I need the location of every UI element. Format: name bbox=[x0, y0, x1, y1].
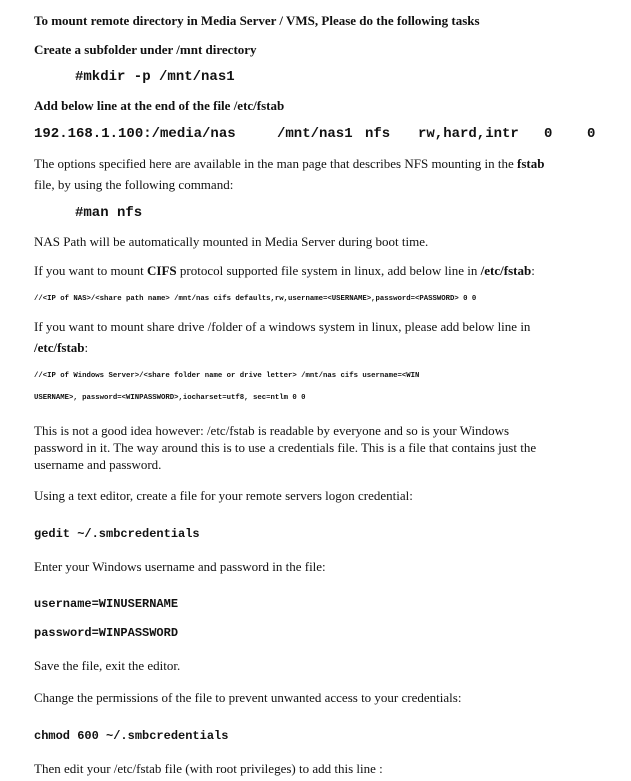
share-paragraph-line2 bbox=[34, 339, 88, 356]
cifs-paragraph bbox=[34, 262, 535, 279]
cifs-path: /etc/fstab bbox=[480, 263, 532, 278]
cifs-bold: CIFS bbox=[147, 263, 177, 278]
options-text: The options specified here are available in the man page that describes NFS mounting in the bbox=[34, 156, 518, 171]
save-text: Save the file, exit the editor. bbox=[34, 658, 181, 673]
windows-fstab-line1: //<IP of Windows Server>/<share folder name or drive letter> /mnt/nas cifs username=<WIN bbox=[34, 372, 420, 380]
heading: To mount remote directory in Media Server / VMS, Please do the following tasks bbox=[34, 13, 480, 28]
subfolder-title: Create a subfolder under /mnt directory bbox=[34, 42, 257, 57]
cifs-text-3: : bbox=[531, 263, 535, 278]
password-line: password=WINPASSWORD bbox=[34, 626, 179, 640]
not-good-line1: This is not a good idea however: /etc/fstab is readable by everyone and so is your Windows bbox=[34, 423, 510, 438]
chmod-command: chmod 600 ~/.smbcredentials bbox=[34, 729, 229, 743]
enter-credentials-text: Enter your Windows username and password in the file: bbox=[34, 559, 326, 574]
not-good-line2: password in it. The way around this is to use a credentials file. This is a file that contains just the bbox=[34, 440, 537, 455]
then-edit-text: Then edit your /etc/fstab file (with root privileges) to add this line : bbox=[34, 761, 383, 776]
permissions-text: Change the permissions of the file to prevent unwanted access to your credentials: bbox=[34, 690, 462, 705]
gedit-command: gedit ~/.smbcredentials bbox=[34, 527, 200, 541]
share-text-2: : bbox=[84, 340, 89, 355]
fstab-pass: 0 bbox=[587, 126, 596, 142]
share-paragraph-line1: If you want to mount share drive /folder of a windows system in linux, please add below line in bbox=[34, 319, 531, 334]
fstab-title: Add below line at the end of the file /etc/fstab bbox=[34, 98, 285, 113]
cifs-fstab-line: //<IP of NAS>/<share path name> /mnt/nas cifs defaults,rw,username=<USERNAME>,password=<PASSWORD> 0 0 bbox=[34, 295, 477, 303]
fstab-mount: /mnt/nas1 bbox=[277, 126, 353, 142]
options-bold: fstab bbox=[517, 156, 545, 171]
cifs-text-2: protocol supported file system in linux, add below line in bbox=[176, 263, 481, 278]
options-paragraph-line1 bbox=[34, 155, 544, 172]
fstab-type: nfs bbox=[365, 126, 391, 142]
auto-mount-text: NAS Path will be automatically mounted in Media Server during boot time. bbox=[34, 234, 429, 249]
windows-fstab-line2: USERNAME>, password=<WINPASSWORD>,iocharset=utf8, sec=ntlm 0 0 bbox=[34, 394, 306, 402]
fstab-dump: 0 bbox=[544, 126, 553, 142]
share-path: /etc/fstab bbox=[34, 340, 85, 355]
username-line: username=WINUSERNAME bbox=[34, 597, 179, 611]
mkdir-command: #mkdir -p /mnt/nas1 bbox=[75, 69, 235, 85]
fstab-options: rw,hard,intr bbox=[418, 126, 519, 142]
man-command: #man nfs bbox=[75, 205, 143, 221]
fstab-source: 192.168.1.100:/media/nas bbox=[34, 126, 236, 142]
options-paragraph-line2: file, by using the following command: bbox=[34, 177, 234, 192]
editor-text: Using a text editor, create a file for your remote servers logon credential: bbox=[34, 488, 413, 503]
cifs-text-1: If you want to mount bbox=[34, 263, 148, 278]
not-good-line3: username and password. bbox=[34, 457, 162, 472]
